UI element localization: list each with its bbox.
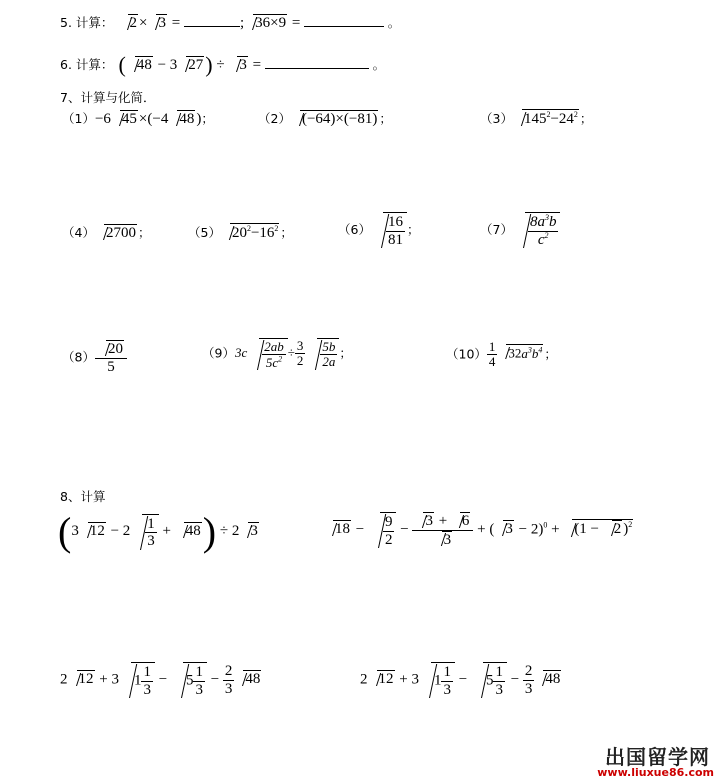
- q5-end: 。: [387, 15, 401, 30]
- q7-item-2: （2） (−64)×(−81) ；: [258, 111, 392, 127]
- watermark-logo: 出国留学网: [605, 745, 710, 769]
- q7-item-5: （5） $20^2-16^2$ ；: [188, 224, 293, 241]
- question-6: [60, 52, 385, 78]
- q7-item-8: （8） $\frac{20}{5}$: [62, 340, 127, 375]
- q6-end: 。: [372, 57, 386, 72]
- question-5: [60, 12, 400, 32]
- q6-label: 6. 计算：: [60, 57, 114, 72]
- q7-item-4: （4） 2700 ；: [62, 225, 151, 241]
- q7-item-1: （1）−6 45 ×(−4 48 )；: [62, 111, 214, 127]
- q8-title: 8、计算: [60, 489, 106, 504]
- q5-label: 5. 计算：: [60, 15, 114, 30]
- q8-expression-3: 2 12 + 3 1 $\frac{1}{3}$ − 5 $\frac{1}{3}$ − $\frac{2}{3}$ 48: [60, 663, 261, 698]
- q7-item-6: （6） $\frac{16}{81}$ ；: [338, 214, 420, 248]
- q6-expression: ( 48 − 3 27) ÷ 3 =: [119, 57, 373, 73]
- q8-expression-1: (3 12 − 2 $\frac{1}{3}$ + 48) ÷ 2 3: [58, 509, 258, 554]
- q7-item-9: （9）3c $\frac{2ab}{5c^2}$ ÷ $\frac{3}{2}$ $\frac{5b}{2a}$ ；: [202, 338, 352, 370]
- q8-expression-2: 18 − $\frac{9}{2}$ − $\frac{3 + 6}{3}$ + ( 3 − 2)$^0$ + (1 − 2 )$^2$: [324, 512, 634, 548]
- q5-expression: 2 × 3 = ; 36×9 =: [119, 15, 388, 31]
- q8-expression-4: 2 12 + 3 1 $\frac{1}{3}$ − 5 $\frac{1}{3}$ − $\frac{2}{3}$ 48: [360, 663, 561, 698]
- q7-item-3: （3） $145^2-24^2$ ；: [480, 110, 593, 127]
- q7-title: 7、计算与化简．: [60, 90, 156, 105]
- q7-item-7: （7） $\frac{8a^3b}{c^2}$: [480, 212, 560, 248]
- q7-item-10: （10） $\frac{1}{4}$ $32a^3b^4$ ；: [446, 339, 557, 370]
- watermark-url[interactable]: www.liuxue86.com: [597, 766, 714, 779]
